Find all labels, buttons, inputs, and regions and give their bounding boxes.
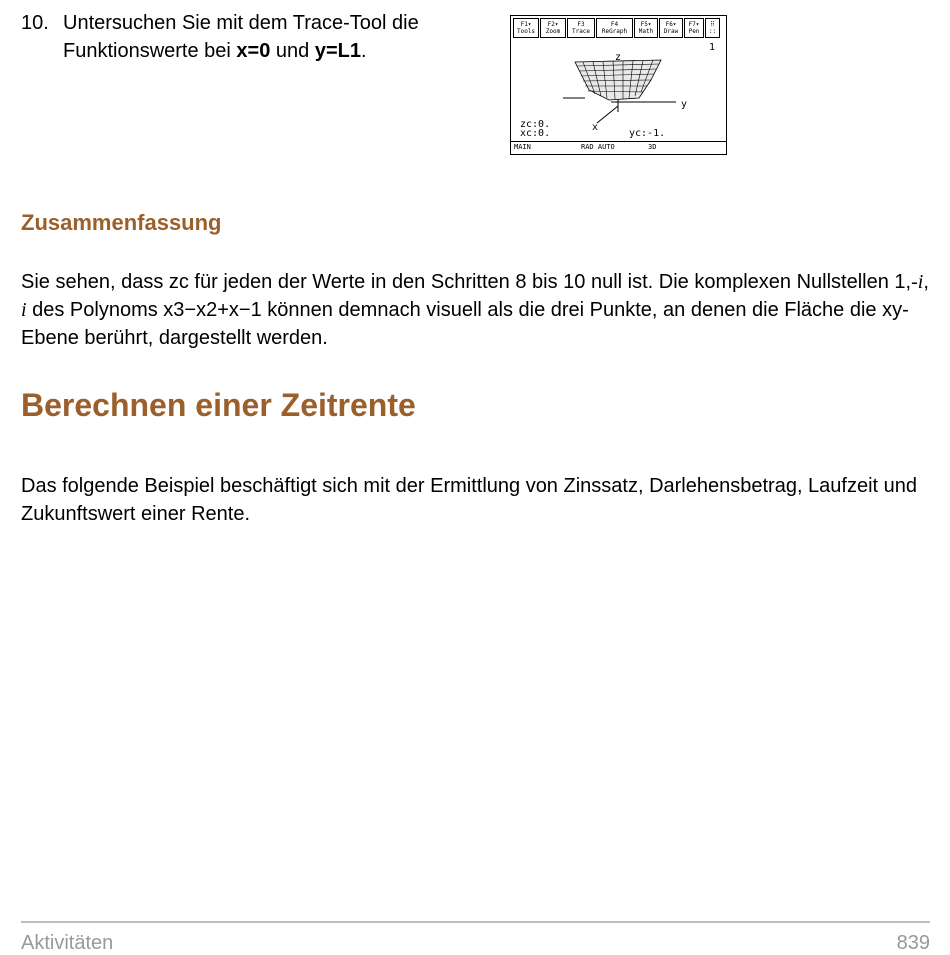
status-graph: 3D (648, 143, 657, 151)
x-value: x=0 (236, 40, 271, 62)
menu-extra: ⠿ :: (705, 18, 720, 38)
status-angle: RAD AUTO (581, 143, 615, 151)
neg-i: -i (911, 271, 924, 293)
footer-chapter: Aktivitäten (21, 932, 114, 954)
yc-readout: yc:-1. (629, 128, 666, 139)
menu-tools: F1▾ Tools (513, 18, 539, 38)
xc-readout: xc:0. (520, 128, 551, 139)
menu-regraph: F4 ReGraph (596, 18, 633, 38)
x-axis (597, 106, 618, 123)
menu-draw: F6▾ Draw (659, 18, 683, 38)
axis-z-label: z (615, 52, 622, 63)
footer-divider (21, 921, 930, 923)
menu-pen: F7▾ Pen (684, 18, 704, 38)
summary-heading: Zusammenfassung (21, 210, 222, 235)
axis-x-label: x (592, 122, 599, 133)
section-heading: Berechnen einer Zeitrente (21, 387, 416, 423)
zc-readout: zc:0. (520, 119, 551, 130)
plot-number: 1 (708, 42, 715, 53)
status-mode: MAIN (514, 143, 531, 151)
summary-text-1: Sie sehen, dass zc für jeden der Werte in den Schritten 8 bis 10 null ist. Die komplexen Nullstellen 1, (21, 271, 912, 293)
summary-paragraph (21, 268, 936, 352)
axis-y-label: y (681, 99, 688, 110)
y-value: y=L1 (314, 40, 361, 62)
step-number: 10. (21, 12, 49, 34)
menu-trace: F3 Trace (567, 18, 595, 38)
page-number: 839 (896, 932, 930, 954)
step-text (63, 9, 503, 65)
and-word: und (270, 40, 315, 62)
summary-text-2: des Polynoms x3−x2+x−1 können demnach visuell als die drei Punkte, an denen die Fläche die xy-Ebene berührt, dargestellt werden. (21, 299, 909, 349)
step-end: . (361, 40, 367, 62)
calculator-status-bar (511, 141, 726, 154)
calculator-screenshot (510, 15, 727, 155)
summary-comma: , (923, 271, 929, 293)
menu-math: F5▾ Math (634, 18, 658, 38)
i-symbol: i (21, 299, 27, 321)
section-paragraph: Das folgende Beispiel beschäftigt sich mit der Ermittlung von Zinssatz, Darlehensbetrag, Laufzeit und Zukunftswert einer Rente. (21, 475, 918, 525)
menu-zoom: F2▾ Zoom (540, 18, 566, 38)
step-text-before: Untersuchen Sie mit dem Trace-Tool die Funktionswerte bei (63, 12, 419, 62)
